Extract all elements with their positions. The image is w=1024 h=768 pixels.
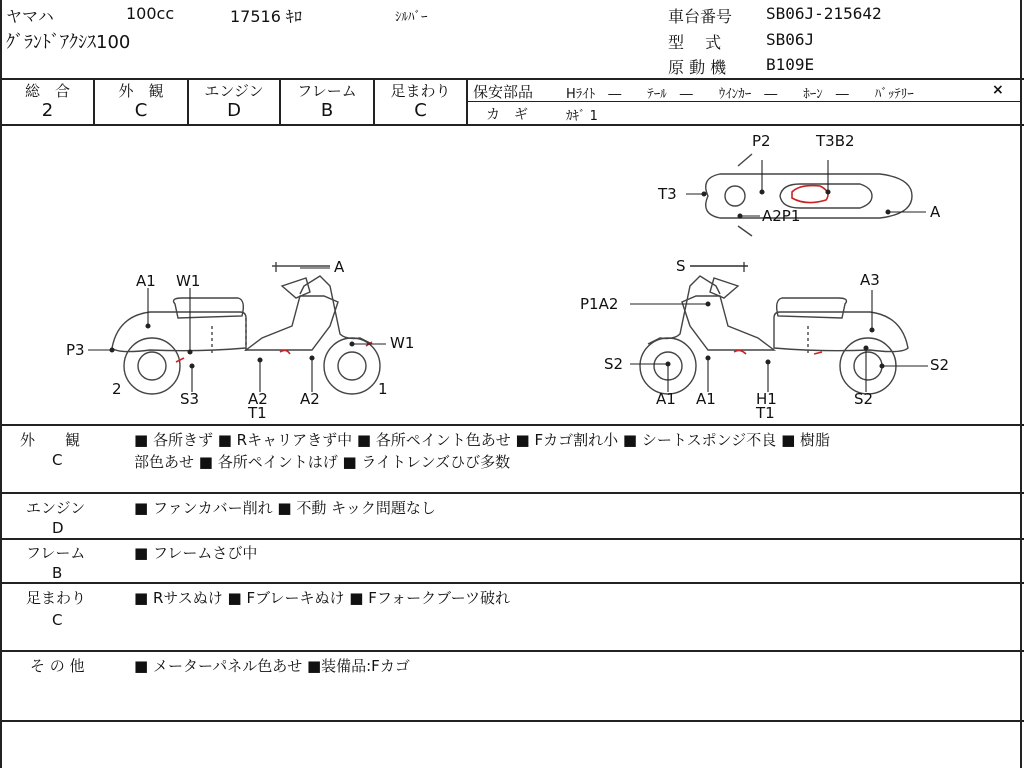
damage-mark <box>280 350 290 354</box>
label-top-a2p1: A2P1 <box>762 207 801 225</box>
left-floor <box>246 296 338 350</box>
label-left-a: A <box>334 258 345 276</box>
section-exterior-title: 外 観 <box>20 431 81 449</box>
engine-label: 原 動 機 <box>668 58 727 77</box>
left-seat <box>174 298 244 318</box>
top-seat <box>780 184 872 208</box>
type-label: 型 式 <box>668 33 722 52</box>
grade-suspension-value: C <box>414 100 427 121</box>
divider <box>0 492 1024 494</box>
label-left-w1: W1 <box>176 272 201 290</box>
label-top-t3b2: T3B2 <box>816 132 855 150</box>
divider <box>0 538 1024 540</box>
key-label: カ ギ <box>486 107 528 123</box>
label-right-s2c: S2 <box>854 390 874 408</box>
grade-total-value: 2 <box>41 100 54 121</box>
type-value: SB06J <box>766 30 815 49</box>
grade-frame-label: フレーム <box>297 82 357 100</box>
mileage: 17516 ｷﾛ <box>230 7 302 26</box>
grade-engine-label: エンジン <box>204 82 264 100</box>
left-rear-wheel <box>124 338 180 394</box>
divider <box>0 650 1024 652</box>
left-handle-body <box>282 278 310 298</box>
damage-mark <box>814 352 822 354</box>
chassis-value: SB06J-215642 <box>766 4 882 23</box>
label-left-a2b: A2 <box>300 390 320 408</box>
label-left-t1: T1 <box>248 404 267 422</box>
divider <box>0 424 1024 426</box>
section-frame-line1: ■ フレームさび中 <box>134 544 258 562</box>
label-left-a1: A1 <box>136 272 156 290</box>
label-left-2: 2 <box>112 380 122 398</box>
engine-value: B109E <box>766 55 815 74</box>
model-name: ｸﾞﾗﾝﾄﾞｱｸｼｽ100 <box>6 32 131 53</box>
label-right-s2b: S2 <box>930 356 950 374</box>
grade-suspension-label: 足まわり <box>390 82 451 100</box>
label-left-a2: A2 <box>248 390 268 408</box>
section-other-title: そ の 他 <box>30 657 85 675</box>
key-value: ｶｷﾞ 1 <box>566 109 598 124</box>
scooter-diagram <box>0 126 1020 424</box>
label-left-w1b: W1 <box>390 334 415 352</box>
label-right-a1b: A1 <box>696 390 716 408</box>
section-suspension-line1: ■ Rサスぬけ ■ Fブレーキぬけ ■ Fフォークブーツ破れ <box>134 589 511 607</box>
maker: ヤマハ <box>6 7 54 26</box>
label-right-p1a2: P1A2 <box>580 295 619 313</box>
divider <box>0 720 1024 722</box>
displacement: 100cc <box>126 4 175 23</box>
section-engine-title: エンジン <box>26 499 86 517</box>
left-handlebar <box>272 262 330 272</box>
divider <box>1020 0 1022 768</box>
damage-mark <box>792 186 828 203</box>
grade-total-label: 総 合 <box>24 82 70 100</box>
section-exterior-grade: C <box>52 451 63 469</box>
top-front <box>725 186 745 206</box>
section-engine-line1: ■ ファンカバー削れ ■ 不動 キック問題なし <box>134 499 436 517</box>
label-right-a1a: A1 <box>656 390 676 408</box>
label-right-h1: H1 <box>756 390 777 408</box>
chassis-label: 車台番号 <box>668 7 733 26</box>
label-right-t1: T1 <box>756 404 775 422</box>
grade-exterior-value: C <box>134 100 148 121</box>
grade-frame-value: B <box>320 100 334 121</box>
top-body <box>706 174 912 218</box>
grade-exterior-label: 外 観 <box>118 82 164 100</box>
label-top-a: A <box>930 203 941 221</box>
label-top-p2: P2 <box>752 132 771 150</box>
color: ｼﾙﾊﾞｰ <box>395 10 428 25</box>
right-handle-body <box>710 278 738 298</box>
label-left-s3: S3 <box>180 390 200 408</box>
right-handlebar <box>690 262 748 272</box>
divider <box>0 582 1024 584</box>
label-right-s2a: S2 <box>604 355 624 373</box>
label-left-p3: P3 <box>66 341 85 359</box>
label-right-a3: A3 <box>860 271 880 289</box>
section-other-line1: ■ メーターパネル色あせ ■装備品:Fカゴ <box>134 657 410 675</box>
section-frame-grade: B <box>52 564 63 582</box>
section-exterior-line2: 部色あせ ■ 各所ペイントはげ ■ ライトレンズひび多数 <box>134 453 511 471</box>
label-left-1: 1 <box>378 380 388 398</box>
section-frame-title: フレーム <box>26 544 86 562</box>
right-seat <box>777 298 847 318</box>
safety-label: 保安部品 <box>473 83 534 101</box>
section-suspension-grade: C <box>52 611 63 629</box>
battery-mark: × <box>992 82 1004 98</box>
label-right-s: S <box>676 257 686 275</box>
safety-items: Hﾗｲﾄ ― ﾃｰﾙ ― ｳｲﾝｶｰ ― ﾎｰﾝ ― ﾊﾞｯﾃﾘｰ <box>566 87 914 102</box>
section-engine-grade: D <box>52 519 64 537</box>
damage-mark <box>734 350 746 354</box>
section-exterior-line1: ■ 各所きず ■ Rキャリアきず中 ■ 各所ペイント色あせ ■ Fカゴ割れ小 ■ シートスポンジ不良 ■ 樹脂 <box>134 431 831 449</box>
grade-engine-value: D <box>227 100 241 121</box>
label-top-t3: T3 <box>658 185 677 203</box>
section-suspension-title: 足まわり <box>26 589 87 607</box>
